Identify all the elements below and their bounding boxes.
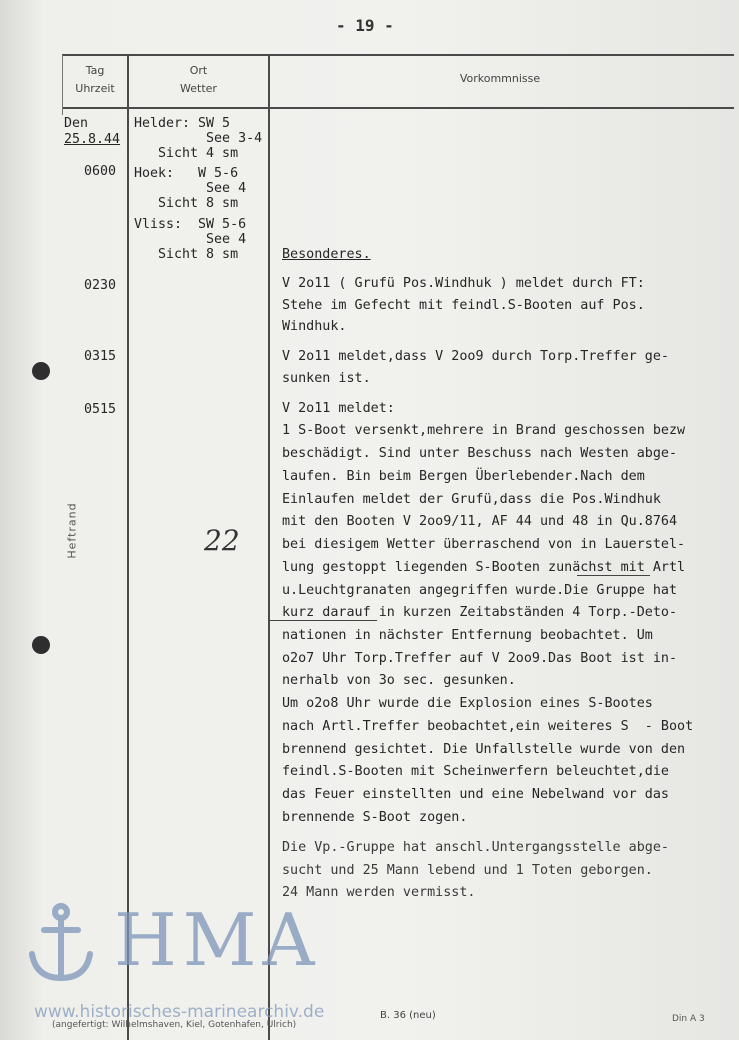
entry-line: sunken ist. [282, 371, 371, 386]
entry-line: kurz darauf in kurzen Zeitabständen 4 Torp.-Deto- [282, 605, 678, 620]
entry-line: Stehe im Gefecht mit feindl.S-Booten auf Pos. [282, 298, 645, 313]
entry-line: nerhalb von 3o sec. gesunken. [282, 673, 516, 688]
entry-line: laufen. Bin beim Bergen Überlebender.Nach dem [282, 469, 645, 484]
entry-line: o2o7 Uhr Torp.Treffer auf V 2oo9.Das Boot ist in- [282, 651, 678, 666]
column-divider-1 [127, 55, 129, 1040]
footer-corner-code: Din A 3 [672, 1014, 705, 1024]
header-tag-uhrzeit [64, 62, 126, 98]
weather-line: See 4 [134, 181, 247, 196]
anchor-icon [26, 902, 96, 986]
entry-line: nach Artl.Treffer beobachtet,ein weiteres S - Boot [282, 719, 694, 734]
entry-line: Um o2o8 Uhr wurde die Explosion eines S-Bootes [282, 696, 653, 711]
punch-hole-bottom [32, 636, 50, 654]
entry-line: das Feuer einstellten und eine Nebelwand vor das [282, 787, 669, 802]
entry-line: bei diesigem Wetter überraschend von in Lauerstel- [282, 537, 686, 552]
entry-line: Windhuk. [282, 319, 347, 334]
weather-line: See 3-4 [134, 131, 263, 146]
weather-line: Sicht 8 sm [134, 196, 239, 211]
header-uhrzeit: Uhrzeit [75, 82, 115, 95]
weather-line: Sicht 8 sm [134, 247, 239, 262]
margin-label-heftrand: Heftrand [65, 502, 79, 559]
entry-line: sucht und 25 Mann lebend und 1 Toten geborgen. [282, 863, 653, 878]
footer-form-code: B. 36 (neu) [380, 1010, 436, 1021]
date-value: 25.8.44 [64, 132, 121, 147]
time-0230: 0230 [84, 278, 117, 293]
handwritten-note: 22 [204, 524, 240, 557]
entry-line: Einlaufen meldet der Grufü,dass die Pos.Windhuk [282, 492, 661, 507]
entry-line: 1 S-Boot versenkt,mehrere in Brand geschossen bezw [282, 423, 686, 438]
watermark-url: www.historisches-marinearchiv.de [34, 1002, 325, 1022]
entry-line: nationen in nächster Entfernung beobachtet. Um [282, 628, 653, 643]
weather-line: See 4 [134, 232, 247, 247]
entry-line: V 2o11 ( Grufü Pos.Windhuk ) meldet durch FT: [282, 276, 645, 291]
date-den: Den [64, 116, 89, 131]
footer-printer: (angefertigt: Wilhelmshaven, Kiel, Gotenhafen, Ulrich) [52, 1020, 297, 1030]
entry-line: feindl.S-Booten mit Scheinwerfern beleuchtet,die [282, 764, 669, 779]
entry-line: brennende S-Boot zogen. [282, 810, 468, 825]
section-heading-besonderes: Besonderes. [282, 247, 371, 262]
entry-line: V 2o11 meldet: [282, 401, 395, 416]
left-frame [62, 55, 63, 115]
header-ort: Ort [189, 64, 208, 77]
time-0600: 0600 [84, 164, 117, 179]
watermark-text: HMA [114, 898, 321, 982]
underline-mark [269, 620, 377, 621]
weather-line: Vliss: SW 5-6 [134, 217, 247, 232]
time-0515: 0515 [84, 402, 117, 417]
underline-mark [577, 575, 650, 576]
entry-line: Die Vp.-Gruppe hat anschl.Untergangsstelle abge- [282, 840, 669, 855]
entry-line: beschädigt. Sind unter Beschuss nach Westen abge- [282, 446, 678, 461]
punch-hole-top [32, 362, 50, 380]
weather-line: Helder: SW 5 [134, 116, 231, 131]
weather-line: Hoek: W 5-6 [134, 166, 239, 181]
entry-line: lung gestoppt liegenden S-Booten zunächst mit Artl [282, 560, 686, 575]
header-vorkommnisse: Vorkommnisse [459, 72, 541, 85]
page-number: - 19 - [336, 16, 394, 35]
header-wetter: Wetter [180, 82, 217, 95]
entry-line: 24 Mann werden vermisst. [282, 885, 476, 900]
header-tag: Tag [85, 64, 105, 77]
header-ort-wetter [130, 62, 267, 98]
header-bottom-rule [62, 107, 734, 109]
weather-line: Sicht 4 sm [134, 146, 239, 161]
entry-line: V 2o11 meldet,dass V 2oo9 durch Torp.Treffer ge- [282, 349, 669, 364]
entry-line: u.Leuchtgranaten angegriffen wurde.Die Gruppe hat [282, 583, 678, 598]
entry-line: mit den Booten V 2oo9/11, AF 44 und 48 in Qu.8764 [282, 514, 678, 529]
column-divider-2 [268, 55, 270, 1040]
time-0315: 0315 [84, 349, 117, 364]
table-top-rule [62, 54, 734, 56]
entry-line: brennend gesichtet. Die Unfallstelle wurde von den [282, 742, 686, 757]
